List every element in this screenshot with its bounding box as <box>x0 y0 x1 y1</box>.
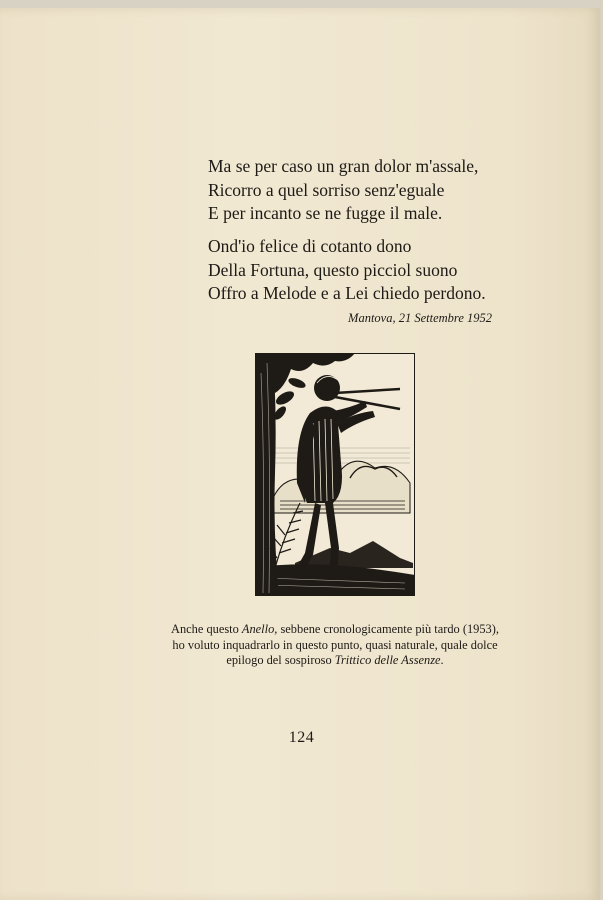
caption-text: , sebbene cronologicamente più tardo (1953), <box>274 622 499 636</box>
poem-line: Della Fortuna, questo picciol suono <box>208 259 458 280</box>
caption-anello-italic: Anello <box>241 622 275 636</box>
book-page <box>0 8 600 900</box>
dateline: Mantova, 21 Settembre 1952 <box>348 311 492 325</box>
caption-line-2: ho voluto inquadrarlo in questo punto, quasi naturale, quale dolce <box>172 637 498 652</box>
caption-text: Anche questo <box>171 622 242 636</box>
poem-stanza-1 <box>208 155 478 226</box>
poem-line: Ond'io felice di cotanto dono <box>208 236 412 256</box>
poem-line: Ricorro a quel sorriso senz'eguale <box>208 179 445 200</box>
illustration-caption <box>170 622 500 669</box>
poem-stanza-2 <box>208 235 486 306</box>
poem-line: Offro a Melode e a Lei chiedo perdono. <box>208 283 486 303</box>
caption-trittico-italic: Trittico delle Assenze <box>334 653 441 667</box>
poem-line: E per incanto se ne fugge il male. <box>208 203 443 223</box>
caption-line-3 <box>226 653 443 667</box>
caption-line-1 <box>171 622 499 636</box>
poem-line: Ma se per caso un gran dolor m'assale, <box>208 156 479 176</box>
woodcut-flute-player-illustration <box>255 353 415 596</box>
page-number: 124 <box>288 729 315 746</box>
caption-text: epilogo del sospiroso <box>226 653 335 667</box>
caption-text: . <box>440 653 444 667</box>
